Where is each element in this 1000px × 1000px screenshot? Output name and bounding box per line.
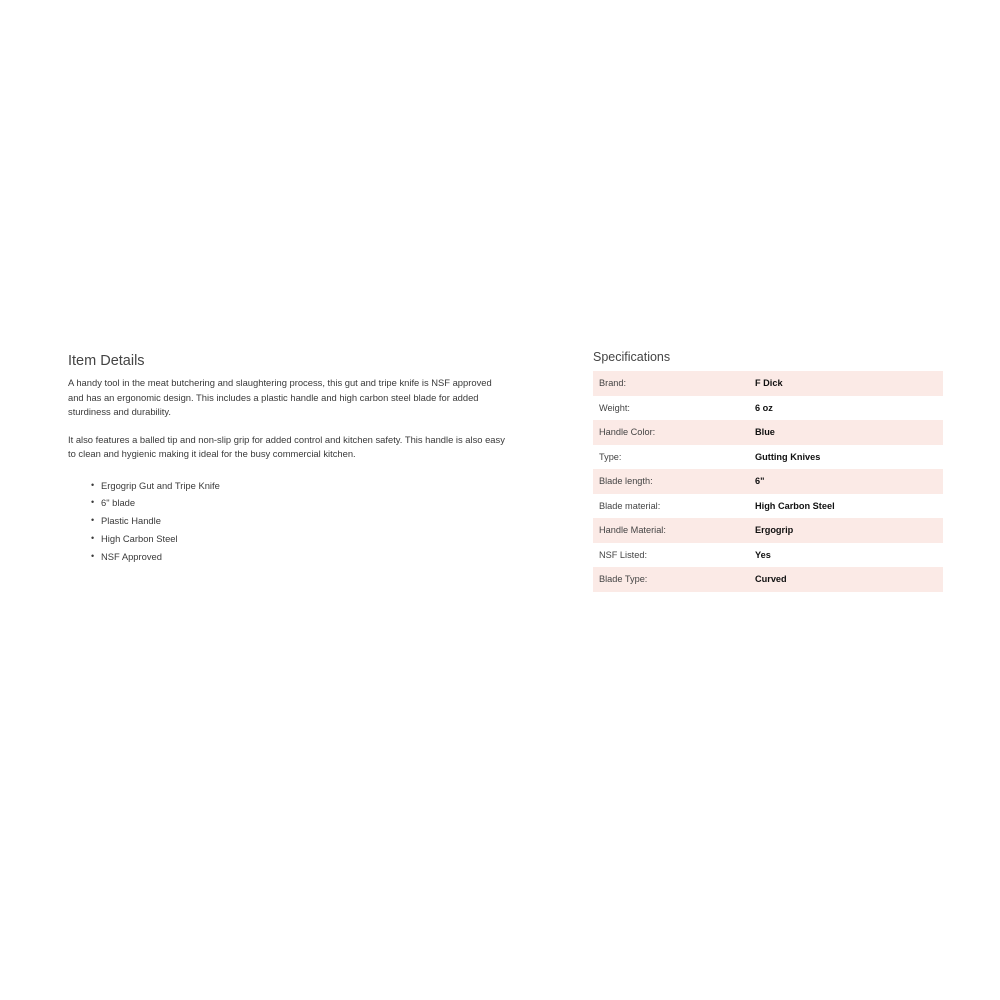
table-row [593, 543, 943, 568]
spec-label: Handle Material: [599, 525, 666, 536]
list-item [91, 512, 508, 530]
spec-label: Weight: [599, 402, 630, 413]
list-item-text: Plastic Handle [101, 515, 161, 527]
spec-label: Blade Type: [599, 574, 648, 585]
table-row [593, 396, 943, 421]
bullet-icon: • [91, 550, 95, 561]
item-details-heading: Item Details [68, 353, 145, 369]
table-row [593, 371, 943, 396]
feature-list [68, 477, 508, 566]
specifications-heading: Specifications [593, 350, 671, 364]
spec-value: Curved [755, 574, 787, 585]
list-item-text: High Carbon Steel [101, 532, 178, 544]
spec-value: Yes [755, 549, 771, 560]
list-item [91, 530, 508, 548]
specifications-table [593, 371, 943, 592]
spec-label: Brand: [599, 378, 627, 389]
list-item-text: Ergogrip Gut and Tripe Knife [101, 479, 220, 491]
spec-value: Ergogrip [755, 525, 794, 536]
list-item-text: NSF Approved [101, 550, 162, 562]
spec-value: Blue [755, 427, 775, 438]
bullet-icon: • [91, 532, 95, 543]
specifications-section [593, 349, 943, 592]
bullet-icon: • [91, 497, 95, 508]
table-row [593, 567, 943, 592]
table-row [593, 445, 943, 470]
list-item-text: 6" blade [101, 497, 136, 509]
spec-label: NSF Listed: [599, 549, 647, 560]
table-row [593, 420, 943, 445]
spec-value: Gutting Knives [755, 451, 821, 462]
list-item [91, 477, 508, 495]
table-row [593, 494, 943, 519]
list-item [91, 548, 508, 566]
spec-label: Blade length: [599, 476, 653, 487]
spec-value: High Carbon Steel [755, 500, 835, 511]
item-details-section [68, 352, 508, 565]
bullet-icon: • [91, 515, 95, 526]
list-item [91, 494, 508, 512]
description-paragraph-2: It also features a balled tip and non-slip grip for added control and kitchen safety. This handle is also easy to clean and hygienic making it ideal for the busy commercial kitchen. [68, 433, 505, 459]
spec-value: 6" [755, 476, 765, 487]
spec-label: Handle Color: [599, 427, 656, 438]
table-row [593, 518, 943, 543]
spec-label: Blade material: [599, 500, 661, 511]
spec-value: F Dick [755, 378, 783, 389]
bullet-icon: • [91, 479, 95, 490]
spec-label: Type: [599, 451, 622, 462]
description-paragraph-1: A handy tool in the meat butchering and slaughtering process, this gut and tripe knife is NSF approved and has an ergonomic design. This includes a plastic handle and high carbon steel blade for added sturdiness and durability. [68, 377, 492, 417]
spec-value: 6 oz [755, 402, 773, 413]
table-row [593, 469, 943, 494]
